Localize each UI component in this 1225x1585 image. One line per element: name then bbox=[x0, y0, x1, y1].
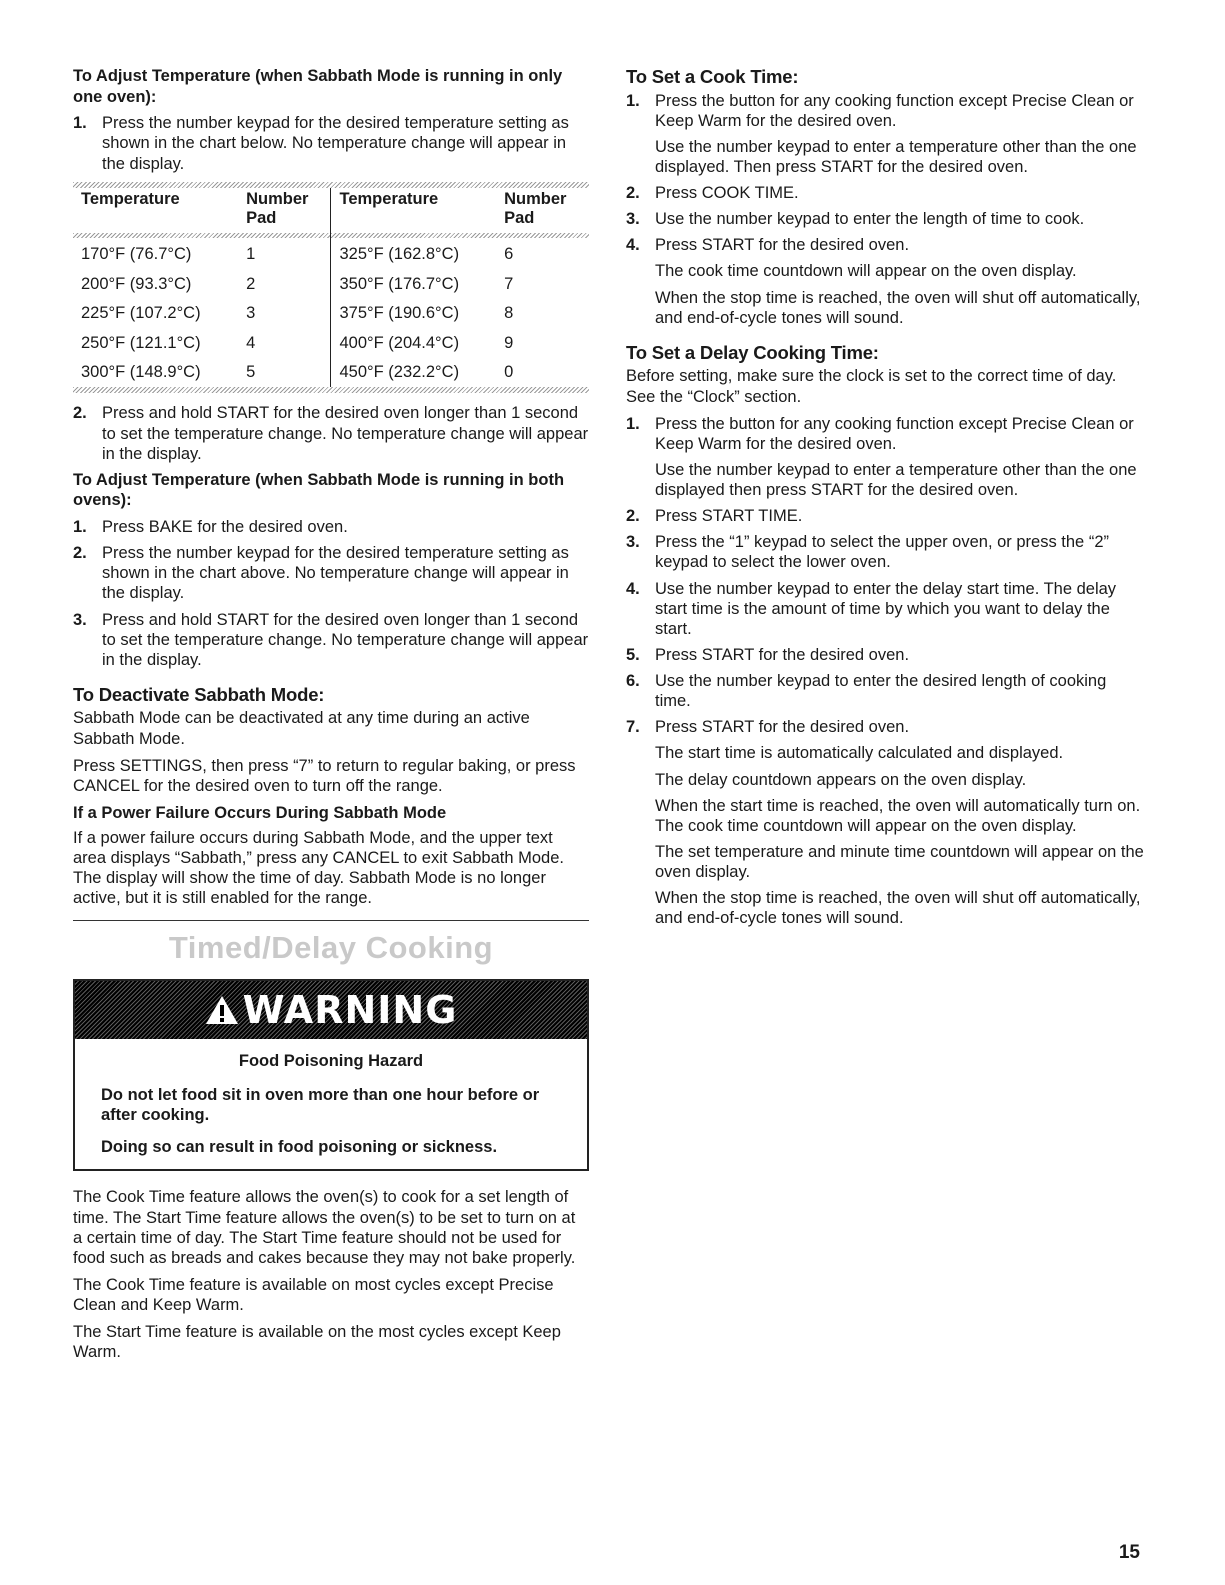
table-row: 200°F (93.3°C) 2 350°F (176.7°C) 7 bbox=[73, 270, 589, 299]
list-item: 4. Press START for the desired oven. The cook time countdown will appear on the oven display. When the stop time is reached, the oven will shut off automatically, and end-of-cycle tones will sound. bbox=[626, 236, 1141, 327]
cook-time-heading: To Set a Cook Time: bbox=[626, 66, 799, 87]
adjust-one-steps bbox=[73, 113, 589, 173]
paragraph: Press SETTINGS, then press “7” to return to regular baking, or press CANCEL for the desired oven to turn off the range. bbox=[73, 756, 576, 795]
list-item: 4. Use the number keypad to enter the delay start time. The delay start time is the amount of time by which you want to delay the start. bbox=[626, 579, 1117, 638]
paragraph: Before setting, make sure the clock is set to the correct time of day. See the “Clock” section. bbox=[626, 367, 1117, 406]
page-number: 15 bbox=[1118, 1542, 1140, 1563]
list-item: 2. Press COOK TIME. bbox=[626, 184, 799, 203]
warning-title: Food Poisoning Hazard bbox=[238, 1051, 424, 1070]
section-title: Timed/Delay Cooking bbox=[168, 930, 494, 966]
cook-time-steps bbox=[626, 91, 1146, 328]
warning-text: Doing so can result in food poisoning or sickness. bbox=[101, 1138, 498, 1157]
table-header-row bbox=[73, 188, 589, 234]
left-column bbox=[73, 66, 589, 1369]
list-item: 7. Press START for the desired oven. The start time is automatically calculated and displayed. The delay countdown appears on the oven display. When the start time is reached, the oven will automatically turn on. The cook time countdown will appear on the oven display. The set temperature and minute time countdown will appear on the oven display. When the stop time is reached, the oven will shut off automatically, and end-of-cycle tones will sound. bbox=[626, 718, 1144, 928]
paragraph: The Cook Time feature is available on most cycles except Precise Clean and Keep Warm. bbox=[73, 1275, 554, 1315]
list-item: 1. Press BAKE for the desired oven. bbox=[73, 518, 348, 537]
table-row: 300°F (148.9°C) 5 450°F (232.2°C) 0 bbox=[73, 358, 589, 387]
table-row: 250°F (121.1°C) 4 400°F (204.4°C) 9 bbox=[73, 329, 589, 358]
delay-time-heading: To Set a Delay Cooking Time: bbox=[626, 341, 879, 363]
paragraph: The Cook Time feature allows the oven(s) to cook for a set length of time. The Start Time feature allows the oven(s) to be set to turn on at a certain time of day. The Start Time feature should not be used for food such as breads and cakes because they may not bake properly. bbox=[73, 1188, 576, 1267]
list-item: 5. Press START for the desired oven. bbox=[626, 645, 910, 664]
list-item: 1. Press the button for any cooking function except Precise Clean or Keep Warm for the desired oven. Use the number keypad to enter a temperature other than the one displayed. Then press START for the desired oven. bbox=[626, 91, 1137, 176]
temperature-table bbox=[73, 182, 589, 394]
table-row: 170°F (76.7°C) 1 325°F (162.8°C) 6 bbox=[73, 238, 589, 269]
list-item: 2. Press and hold START for the desired oven longer than 1 second to set the temperature change. No temperature change will appear in the display. bbox=[73, 404, 589, 463]
column-header: Temperature bbox=[81, 189, 180, 208]
column-header: Temperature bbox=[331, 188, 496, 234]
list-item: 3. Use the number keypad to enter the length of time to cook. bbox=[626, 210, 1085, 229]
divider bbox=[73, 920, 589, 921]
warning-triangle-icon bbox=[205, 994, 239, 1026]
power-failure-heading: If a Power Failure Occurs During Sabbath Mode bbox=[73, 803, 447, 822]
warning-label: WARNING bbox=[242, 987, 458, 1032]
list-item: 3. Press the “1” keypad to select the upper oven, or press the “2” keypad to select the lower oven. bbox=[626, 533, 1109, 572]
list-item: 3. Press and hold START for the desired oven longer than 1 second to set the temperature change. No temperature change will appear in the display. bbox=[73, 610, 589, 669]
adjust-both-ovens-heading: To Adjust Temperature (when Sabbath Mode is running in both ovens): bbox=[73, 470, 565, 510]
list-item: 1. Press the button for any cooking function except Precise Clean or Keep Warm for the desired oven. Use the number keypad to enter a temperature other than the one displayed then press START for the desired oven. bbox=[626, 414, 1137, 499]
warning-body bbox=[75, 1039, 587, 1170]
paragraph: The Start Time feature is available on the most cycles except Keep Warm. bbox=[73, 1323, 561, 1362]
delay-time-steps bbox=[626, 414, 1146, 929]
paragraph: If a power failure occurs during Sabbath Mode, and the upper text area displays “Sabbath,” press any CANCEL to exit Sabbath Mode. The display will show the time of day. Sabbath Mode is no longer active, but it is still enabled for the range. bbox=[73, 828, 564, 907]
deactivate-heading: To Deactivate Sabbath Mode: bbox=[73, 683, 325, 705]
warning-text: Do not let food sit in oven more than one hour before or after cooking. bbox=[101, 1086, 540, 1125]
list-item: 2. Press START TIME. bbox=[626, 507, 803, 526]
adjust-both-steps bbox=[73, 517, 589, 670]
list-item: 6. Use the number keypad to enter the desired length of cooking time. bbox=[626, 672, 1107, 711]
list-item: 1. Press the number keypad for the desired temperature setting as shown in the chart below. No temperature change will appear in the display. bbox=[73, 114, 569, 173]
paragraph: Sabbath Mode can be deactivated at any time during an active Sabbath Mode. bbox=[73, 709, 530, 748]
warning-banner bbox=[75, 981, 587, 1039]
column-header: Number Pad bbox=[504, 189, 567, 228]
table-row: 225°F (107.2°C) 3 375°F (190.6°C) 8 bbox=[73, 299, 589, 328]
column-header: Number Pad bbox=[246, 189, 309, 228]
list-item: 2. Press the number keypad for the desired temperature setting as shown in the chart above. No temperature change will appear in the display. bbox=[73, 544, 569, 603]
adjust-one-oven-heading: To Adjust Temperature (when Sabbath Mode is running in only one oven): bbox=[73, 67, 563, 106]
warning-box bbox=[73, 979, 589, 1172]
right-column bbox=[626, 66, 1146, 934]
